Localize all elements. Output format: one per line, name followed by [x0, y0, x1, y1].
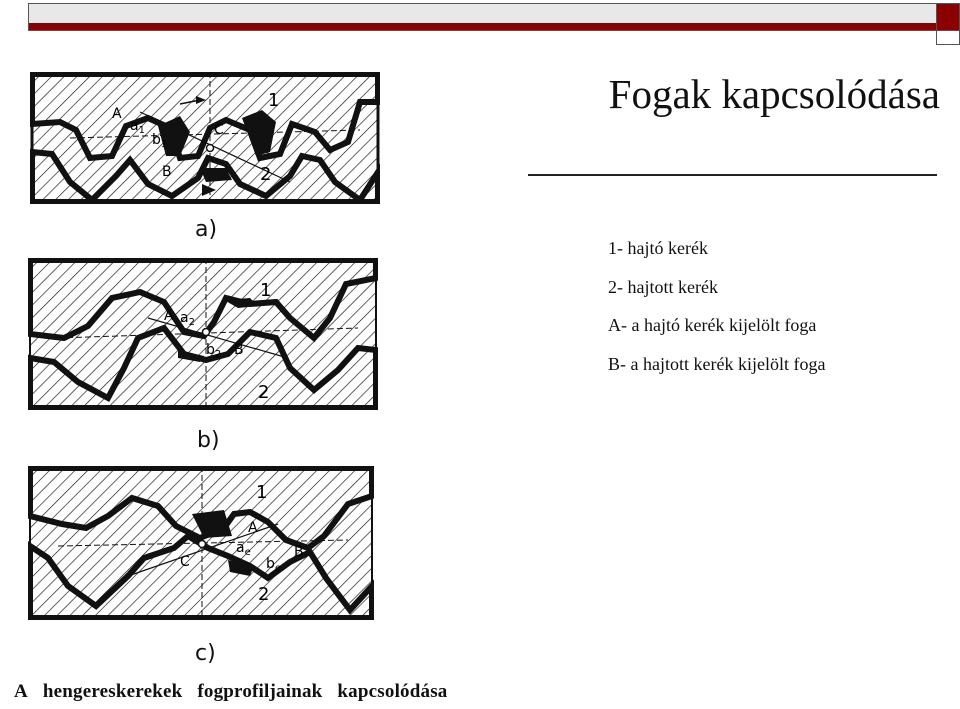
legend-item: 1- hajtó kerék: [608, 238, 708, 258]
gear-mesh-figure-b: [28, 258, 378, 410]
pitch-point-mark: C: [214, 122, 224, 138]
wheel-2-mark: 2: [258, 382, 270, 403]
wheel-1-mark: 1: [256, 482, 268, 503]
panel-label-a: a): [195, 217, 218, 242]
tooth-b-mark: B: [294, 544, 304, 560]
caption-word: kapcsolódása: [337, 681, 448, 702]
gear-mesh-figure-a: [30, 72, 380, 204]
caption-word: fogprofiljainak: [197, 681, 323, 702]
point-a-mark: $a_2$: [180, 310, 195, 328]
slide-header-bar: [28, 3, 960, 31]
slide-title: Fogak kapcsolódása: [608, 71, 940, 117]
tooth-a-mark: A: [248, 520, 258, 536]
wheel-1-mark: 1: [268, 90, 280, 111]
tooth-b-mark: B: [234, 342, 244, 358]
legend: [608, 238, 825, 392]
panel-label-c: c): [195, 641, 216, 666]
panel-label-b: b): [197, 428, 220, 453]
tooth-a-mark: A: [164, 308, 174, 324]
wheel-1-mark: 1: [260, 280, 272, 301]
header-accent-stripe: [29, 23, 959, 30]
legend-item: A- a hajtó kerék kijelölt foga: [608, 315, 817, 335]
caption-word: A: [14, 681, 28, 702]
legend-item: B- a hajtott kerék kijelölt foga: [608, 353, 826, 374]
point-a-mark: $a_1$: [130, 118, 145, 136]
header-corner-block: [936, 4, 959, 30]
point-b-mark: $b_1$: [152, 132, 168, 150]
wheel-2-mark: 2: [260, 164, 272, 185]
caption-word: hengereskerekek: [42, 681, 183, 702]
point-a-mark: $a_e$: [236, 540, 251, 558]
tooth-a-mark: A: [112, 106, 122, 122]
wheel-2-mark: 2: [258, 584, 270, 605]
legend-item: 2- hajtott kerék: [608, 276, 718, 297]
header-corner-box: [936, 30, 960, 45]
pitch-point-mark: C: [180, 554, 190, 570]
point-b-mark: $b_2$: [206, 342, 222, 360]
figure-caption: [14, 681, 448, 703]
point-b-mark: $b_e$: [266, 556, 282, 574]
tooth-b-mark: B: [162, 164, 172, 180]
gear-mesh-figure-c: [28, 466, 374, 620]
title-underline: [528, 174, 937, 176]
